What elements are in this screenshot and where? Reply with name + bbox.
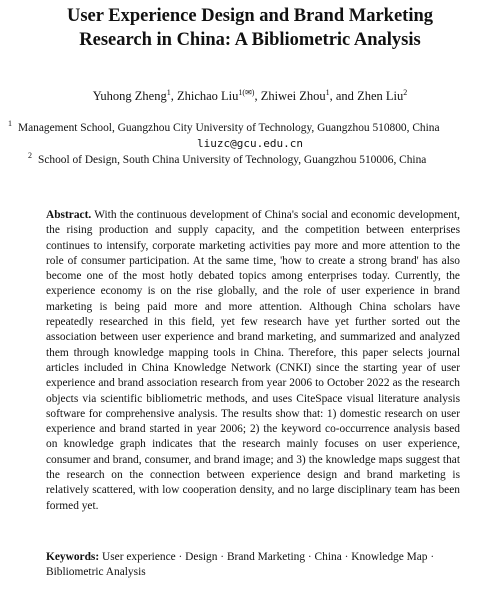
author-affiliation-marker: 1(✉) (238, 88, 255, 97)
affiliation-marker: 1 (8, 119, 12, 128)
abstract-label: Abstract. (46, 209, 92, 221)
keywords (46, 550, 460, 581)
author-name: Zhiwei Zhou (260, 89, 326, 103)
author-separator: , (254, 89, 261, 103)
affiliation-marker: 2 (28, 151, 32, 160)
paper-title-line-2: Research in China: A Bibliometric Analysis (79, 30, 421, 50)
paper-title-line-1: User Experience Design and Brand Marketing (66, 6, 434, 26)
author-affiliation-marker: 2 (403, 88, 408, 97)
author-name: Zhichao Liu (176, 89, 239, 103)
affiliation-2 (8, 152, 500, 168)
author-name: Zhen Liu (357, 89, 404, 103)
paper-title (0, 4, 500, 52)
affiliation-text: School of Design, South China University of Technology, Guangzhou 510006, China (38, 154, 427, 166)
author-name: Yuhong Zheng (92, 89, 167, 103)
affiliations (8, 120, 500, 168)
author-separator: , and (329, 89, 358, 103)
affiliation-text: Management School, Guangzhou City University of Technology, Guangzhou 510800, China (18, 122, 440, 134)
keywords-text: User experience · Design · Brand Marketing · China · Knowledge Map · Bibliometric Analysis (46, 551, 435, 579)
abstract (46, 208, 460, 514)
keywords-label: Keywords: (46, 551, 100, 563)
affiliation-1 (8, 120, 500, 136)
corresponding-email[interactable]: liuzc@gcu.edu.cn (197, 137, 303, 150)
author-affiliation-marker: 1 (325, 88, 330, 97)
abstract-text: With the continuous development of China's social and economic development, the rising production and supply capacity, and the competition between enterprises continues to intensify, corporate marketing activities pay more and more attention to the role of consumer participation. At the same time, 'how to create a strong brand' has also become one of the most hotly debated topics among enterprises today. Currently, the experience economy is on the rise globally, and the role of user experience in brand marketing is being paid more and more attention. Although China scholars have repeatedly researched in this field, yet few research have yet further sorted out the association between user experience and brand marketing, and summarized and analyzed them through knowledge mapping tools in China. Therefore, this paper selects journal articles included in China Knowledge Network (CNKI) since the starting year of user experience and brand association research from year 2006 to October 2022 as the research objects via scientific bibliometric methods, and uses CiteSpace visual literature analysis software for comprehensive analysis. The results show that: 1) domestic research on user experience and brand started in year 2006; 2) the keyword co-occurrence analysis based on knowledge graph indicates that the research mainly focuses on user experience, consumer and brand, consumer, and brand image; and 3) the knowledge maps suggest that the research on the connection between experience design and brand marketing is relatively scattered, with low cooperation density, and no large disciplinary team has been formed yet. (46, 209, 460, 512)
author-affiliation-marker: 1 (166, 88, 171, 97)
author-list (0, 88, 500, 104)
author-separator: , (170, 89, 177, 103)
